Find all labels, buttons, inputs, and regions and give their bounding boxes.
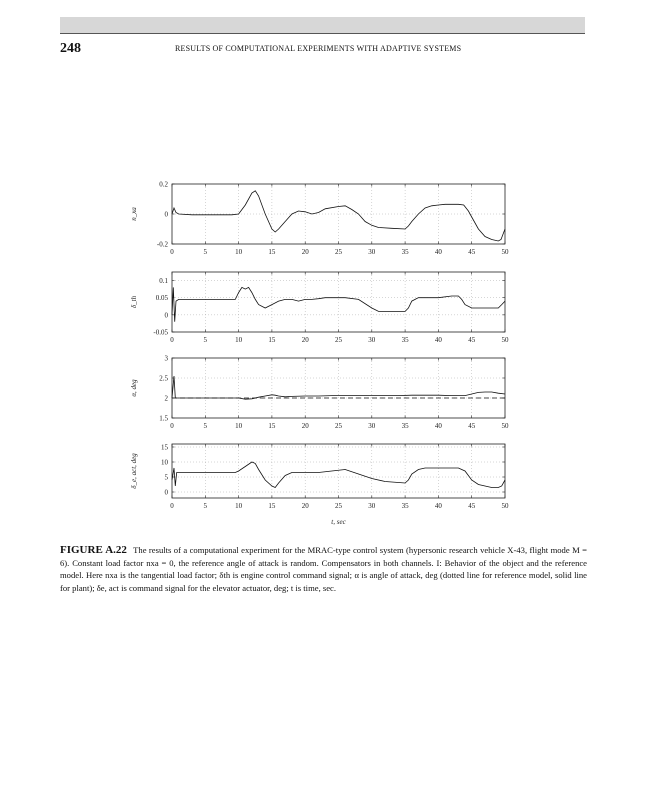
x-tick-label: 25 [335,502,342,510]
x-tick-label: 10 [235,248,243,256]
y-tick-label: 2 [164,394,168,403]
y-tick-label: 0 [164,311,168,320]
x-tick-label: 15 [268,502,276,510]
x-tick-label: 30 [368,336,376,344]
y-axis-title: n_xa [130,207,138,221]
y-tick-label: 0 [164,210,168,219]
x-tick-label: 40 [434,336,442,344]
chart-panel-3 [130,355,509,431]
x-tick-label: 50 [501,248,509,256]
x-tick-label: 45 [468,336,476,344]
y-tick-label: 2.5 [159,374,168,383]
y-tick-label: 0.1 [159,277,168,286]
x-tick-label: 20 [301,422,309,430]
series-line-1 [172,287,505,321]
x-tick-label: 30 [368,248,376,256]
x-tick-label: 20 [301,336,309,344]
x-tick-label: 35 [401,422,409,430]
y-tick-label: 5 [164,473,168,482]
y-tick-label: -0.2 [156,240,168,249]
x-tick-label: 35 [401,248,409,256]
x-tick-label: 45 [468,502,476,510]
x-tick-label: 25 [335,248,342,256]
x-tick-label: 20 [301,502,309,510]
x-tick-label: 5 [203,422,208,430]
y-tick-label: 3 [164,354,168,363]
x-tick-label: 0 [170,248,174,256]
x-tick-label: 10 [235,422,243,430]
x-tick-label: 15 [268,336,276,344]
x-tick-label: 25 [335,336,342,344]
x-tick-label: 50 [501,502,509,510]
x-tick-label: 45 [468,422,476,430]
x-tick-label: 5 [203,248,208,256]
y-axis-title: δ_e, act, deg [130,453,138,489]
x-tick-label: 0 [170,336,174,344]
x-axis-title: t, sec [331,518,346,526]
running-head: RESULTS OF COMPUTATIONAL EXPERIMENTS WITH ADAPTIVE SYSTEMS [175,44,462,53]
x-tick-label: 20 [301,248,309,256]
x-tick-label: 30 [368,422,376,430]
x-tick-label: 50 [501,336,509,344]
x-tick-label: 10 [235,336,243,344]
y-tick-label: 0 [164,488,168,497]
y-tick-label: 1.5 [159,414,168,423]
series-line-1 [172,191,505,241]
x-tick-label: 45 [468,248,476,256]
page-number: 248 [60,41,81,56]
x-tick-label: 15 [268,422,276,430]
chart-panel-2 [130,272,509,344]
y-tick-label: -0.05 [153,328,168,337]
y-tick-label: 15 [161,443,168,452]
x-tick-label: 5 [203,502,208,510]
x-tick-label: 40 [434,502,442,510]
x-tick-label: 30 [368,502,376,510]
chart-panel-1 [130,181,509,257]
x-tick-label: 40 [434,422,442,430]
x-tick-label: 50 [501,422,509,430]
x-tick-label: 10 [235,502,243,510]
x-tick-label: 15 [268,248,276,256]
chart-panel-4 [130,444,509,527]
x-tick-label: 0 [170,422,174,430]
y-axis-title: δ_th [130,295,138,309]
figure-caption [60,544,587,594]
x-tick-label: 35 [401,336,409,344]
x-tick-label: 0 [170,502,174,510]
y-tick-label: 0.05 [155,294,168,303]
x-tick-label: 40 [434,248,442,256]
caption-text: The results of a computational experiment for the MRAC-type control system (hypersonic research vehicle X-43, flight mode M = 6). Constant load factor nxa = 0, the reference angle of attack is random. Compensators in both channels. I: Behavior of the object and the reference model. Here nxa is the tangential load factor; δth is engine control command signal; α is angle of attack, deg (dotted line for reference model, solid line for plant); δe, act is command signal for the elevator actuator, deg; t is time, sec. [60,545,587,593]
figure-label: FIGURE A.22 [60,544,127,556]
y-axis-title: α, deg [130,379,138,397]
x-tick-label: 5 [203,336,208,344]
y-tick-label: 0.2 [159,180,168,189]
y-tick-label: 10 [161,458,168,467]
x-tick-label: 35 [401,502,409,510]
x-tick-label: 25 [335,422,342,430]
